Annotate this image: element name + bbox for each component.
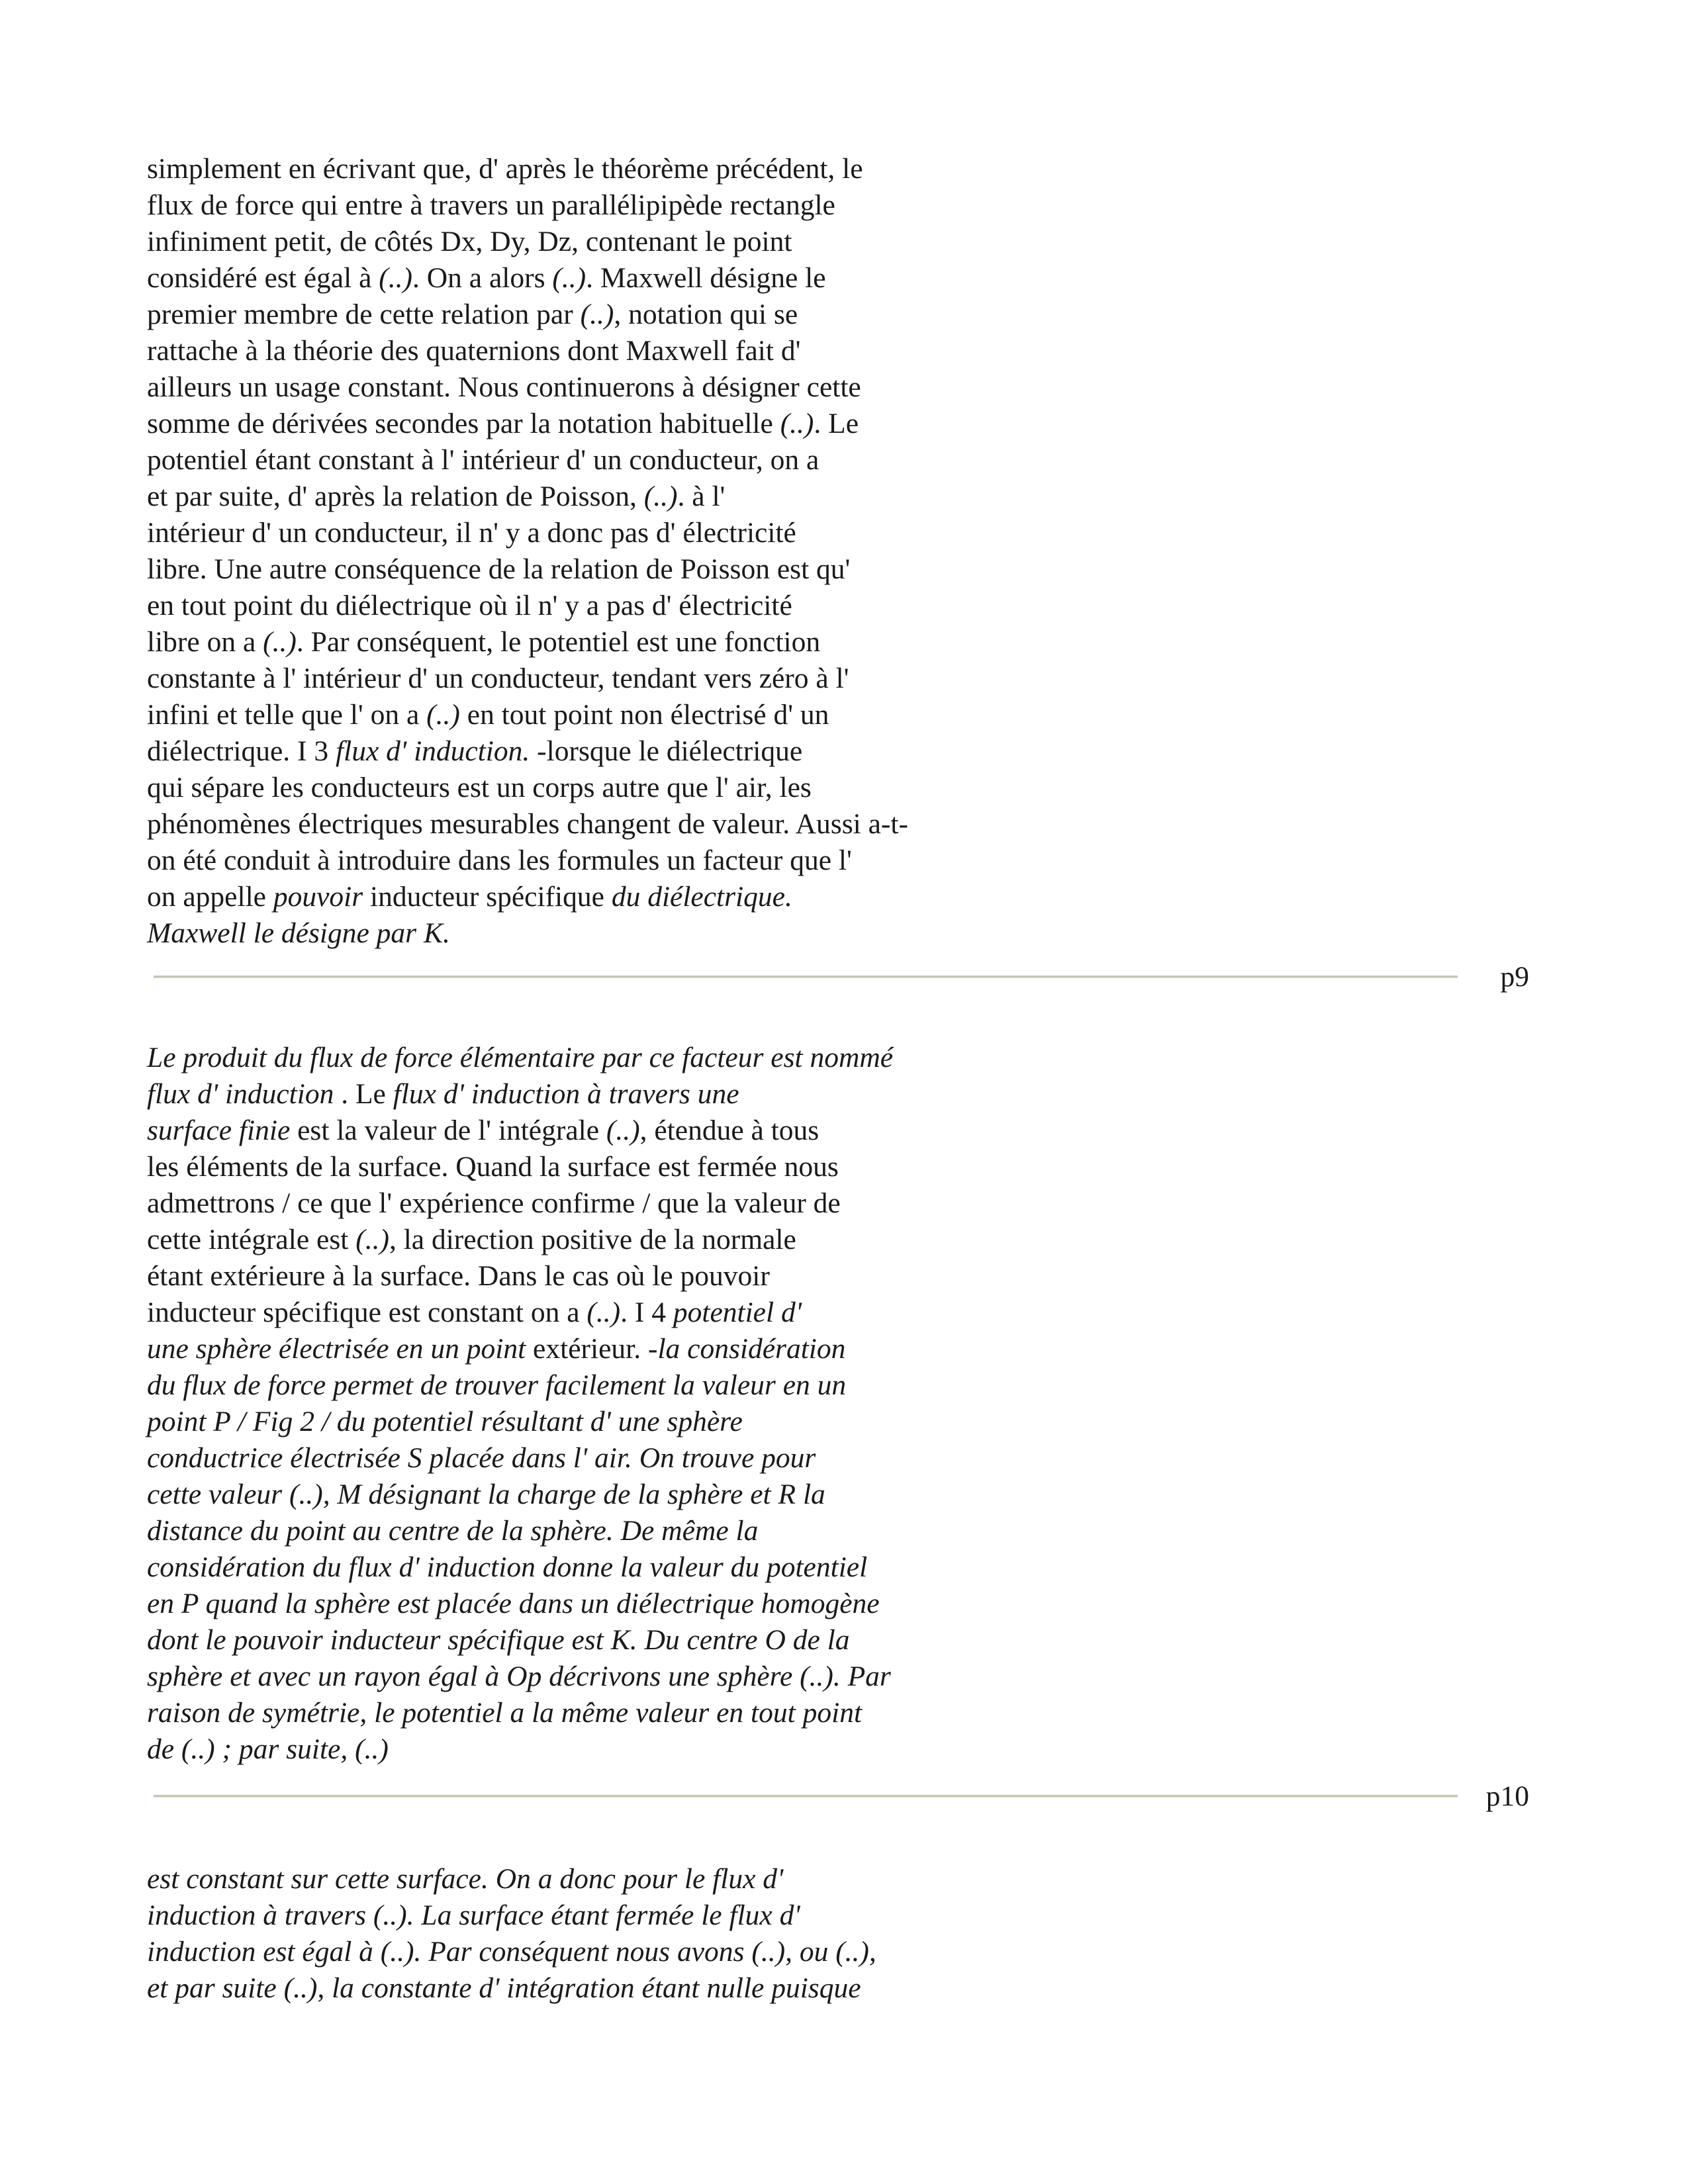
text-run: intérieur d' un conducteur, il n' y a donc pas d' électricité — [147, 517, 796, 549]
text-line — [147, 551, 1074, 588]
text-line — [147, 770, 1074, 806]
text-line — [147, 1477, 1074, 1513]
text-run: -lorsque le diélectrique — [530, 735, 803, 767]
page-divider-p9 — [154, 976, 1458, 978]
italic-text-run: (..) — [263, 626, 297, 658]
italic-text-run: en P quand la sphère est placée dans un diélectrique homogène — [147, 1588, 880, 1619]
italic-text-run: une sphère électrisée en un point — [147, 1333, 526, 1365]
text-line — [147, 1404, 1074, 1440]
text-run: étant extérieure à la surface. Dans le cas où le pouvoir — [147, 1260, 770, 1292]
italic-text-run: flux d' induction — [147, 1078, 334, 1110]
text-line — [147, 842, 1074, 879]
italic-text-run: (..) — [426, 699, 460, 731]
italic-text-run: (..) — [606, 1115, 640, 1146]
italic-text-run: (..) — [379, 262, 412, 294]
text-line — [147, 624, 1074, 660]
italic-text-run: conductrice électrisée S placée dans l' air. On trouve pour — [147, 1442, 816, 1474]
italic-text-run: induction à travers (..). La surface étant fermée le flux d' — [147, 1899, 800, 1931]
text-line — [147, 806, 1074, 842]
italic-text-run: distance du point au centre de la sphère. De même la — [147, 1515, 759, 1547]
text-line — [147, 1695, 1074, 1731]
text-line — [147, 1258, 1074, 1295]
italic-text-run: (..) — [643, 480, 678, 512]
text-run: , notation qui se — [614, 298, 798, 330]
italic-text-run: dont le pouvoir inducteur spécifique est K. Du centre O de la — [147, 1624, 850, 1656]
text-run: potentiel étant constant à l' intérieur d' un conducteur, on a — [147, 444, 820, 476]
text-run: . Maxwell désigne le — [586, 262, 826, 294]
text-line — [147, 915, 1074, 952]
text-run: . à l' — [677, 480, 726, 512]
italic-text-run: surface finie — [147, 1115, 291, 1146]
text-run: . I 4 — [620, 1297, 673, 1328]
text-run: admettrons / ce que l' expérience confirme / que la valeur de — [147, 1187, 841, 1219]
text-line — [147, 1440, 1074, 1477]
text-run: cette intégrale est — [147, 1224, 356, 1255]
text-run: on été conduit à introduire dans les formules un facteur que l' — [147, 844, 852, 876]
italic-text-run: sphère et avec un rayon égal à Op décrivons une sphère (..). Par — [147, 1661, 891, 1692]
text-run: flux de force qui entre à travers un parallélipipède rectangle — [147, 189, 835, 221]
text-line — [147, 879, 1074, 915]
italic-text-run: et par suite (..), la constante d' intégration étant nulle puisque — [147, 1972, 861, 2004]
text-line — [147, 1586, 1074, 1622]
italic-text-run: (..) — [586, 1297, 621, 1328]
paragraph-page-9 — [147, 1040, 1074, 1768]
text-run: inducteur spécifique — [363, 881, 612, 913]
text-line — [147, 1076, 1074, 1113]
italic-text-run: flux d' induction à travers une — [393, 1078, 739, 1110]
text-line — [147, 1222, 1074, 1258]
text-line — [147, 1659, 1074, 1695]
text-run: . Par conséquent, le potentiel est une fonction — [296, 626, 821, 658]
text-run: premier membre de cette relation par — [147, 298, 581, 330]
text-line — [147, 1549, 1074, 1586]
italic-text-run: (..) — [355, 1224, 389, 1255]
paragraph-page-8-continuation — [147, 151, 1074, 952]
text-run: et par suite, d' après la relation de Poisson, — [147, 480, 644, 512]
text-run: libre on a — [147, 626, 263, 658]
text-run: les éléments de la surface. Quand la surface est fermée nous — [147, 1151, 839, 1183]
italic-text-run: potentiel d' — [673, 1297, 802, 1328]
text-line — [147, 369, 1074, 406]
text-run: inducteur spécifique est constant on a — [147, 1297, 587, 1328]
text-line — [147, 1622, 1074, 1659]
text-line — [147, 406, 1074, 442]
italic-text-run: pouvoir — [273, 881, 363, 913]
text-run: somme de dérivées secondes par la notation habituelle — [147, 408, 780, 439]
text-run: considéré est égal à — [147, 262, 379, 294]
text-line — [147, 1861, 1074, 1897]
text-line — [147, 515, 1074, 551]
text-line — [147, 1731, 1074, 1768]
text-run: qui sépare les conducteurs est un corps autre que l' air, les — [147, 772, 812, 803]
text-line — [147, 224, 1074, 260]
text-line — [147, 151, 1074, 187]
text-line — [147, 660, 1074, 697]
text-run: en tout point du diélectrique où il n' y a pas d' électricité — [147, 590, 792, 621]
italic-text-run: flux d' induction. — [336, 735, 530, 767]
text-run: diélectrique. I 3 — [147, 735, 336, 767]
text-run: extérieur. - — [526, 1333, 658, 1365]
text-line — [147, 1185, 1074, 1222]
text-run: , la direction positive de la normale — [389, 1224, 796, 1255]
text-run: infiniment petit, de côtés Dx, Dy, Dz, contenant le point — [147, 226, 792, 257]
text-line — [147, 733, 1074, 770]
text-run: simplement en écrivant que, d' après le théorème précédent, le — [147, 153, 863, 185]
italic-text-run: raison de symétrie, le potentiel a la même valeur en tout point — [147, 1697, 863, 1729]
text-line — [147, 260, 1074, 296]
text-line — [147, 1897, 1074, 1934]
text-line — [147, 187, 1074, 224]
text-line — [147, 478, 1074, 515]
italic-text-run: du flux de force permet de trouver facilement la valeur en un — [147, 1369, 847, 1401]
italic-text-run: induction est égal à (..). Par conséquent nous avons (..), ou (..), — [147, 1936, 876, 1968]
text-run: , étendue à tous — [639, 1115, 820, 1146]
text-line — [147, 442, 1074, 478]
text-line — [147, 333, 1074, 369]
italic-text-run: (..) — [552, 262, 586, 294]
paragraph-page-10 — [147, 1861, 1074, 2007]
text-line — [147, 1934, 1074, 1970]
italic-text-run: la considération — [657, 1333, 846, 1365]
text-line — [147, 1970, 1074, 2007]
italic-text-run: Le produit du flux de force élémentaire par ce facteur est nommé — [147, 1042, 894, 1073]
text-run: ailleurs un usage constant. Nous continuerons à désigner cette — [147, 371, 861, 403]
italic-text-run: (..) — [780, 408, 814, 439]
text-line — [147, 1149, 1074, 1185]
text-run: infini et telle que l' on a — [147, 699, 427, 731]
text-run: on appelle — [147, 881, 273, 913]
text-line — [147, 588, 1074, 624]
italic-text-run: de (..) ; par suite, (..) — [147, 1733, 389, 1765]
text-line — [147, 296, 1074, 333]
italic-text-run: Maxwell le désigne par K. — [147, 917, 450, 949]
text-run: constante à l' intérieur d' un conducteur, tendant vers zéro à l' — [147, 662, 849, 694]
text-line — [147, 1295, 1074, 1331]
text-line — [147, 1513, 1074, 1549]
italic-text-run: point P / Fig 2 / du potentiel résultant d' une sphère — [147, 1406, 743, 1437]
text-run: en tout point non électrisé d' un — [459, 699, 829, 731]
text-run: est la valeur de l' intégrale — [290, 1115, 606, 1146]
text-line — [147, 1113, 1074, 1149]
italic-text-run: (..) — [580, 298, 614, 330]
text-run: libre. Une autre conséquence de la relation de Poisson est qu' — [147, 553, 851, 585]
page-divider-p10 — [154, 1795, 1458, 1797]
italic-text-run: est constant sur cette surface. On a donc pour le flux d' — [147, 1863, 784, 1895]
text-run: . Le — [814, 408, 859, 439]
text-run: phénomènes électriques mesurables changent de valeur. Aussi a-t- — [147, 808, 908, 840]
italic-text-run: cette valeur (..), M désignant la charge de la sphère et R la — [147, 1479, 825, 1510]
text-line — [147, 1040, 1074, 1076]
italic-text-run: du diélectrique. — [611, 881, 792, 913]
text-line — [147, 697, 1074, 733]
page-number-p9: p9 — [1500, 961, 1529, 993]
page-number-p10: p10 — [1485, 1780, 1529, 1812]
text-run: . Le — [334, 1078, 393, 1110]
text-line — [147, 1331, 1074, 1367]
text-line — [147, 1367, 1074, 1404]
text-run: . On a alors — [412, 262, 553, 294]
text-run: rattache à la théorie des quaternions dont Maxwell fait d' — [147, 335, 801, 367]
italic-text-run: considération du flux d' induction donne la valeur du potentiel — [147, 1551, 868, 1583]
